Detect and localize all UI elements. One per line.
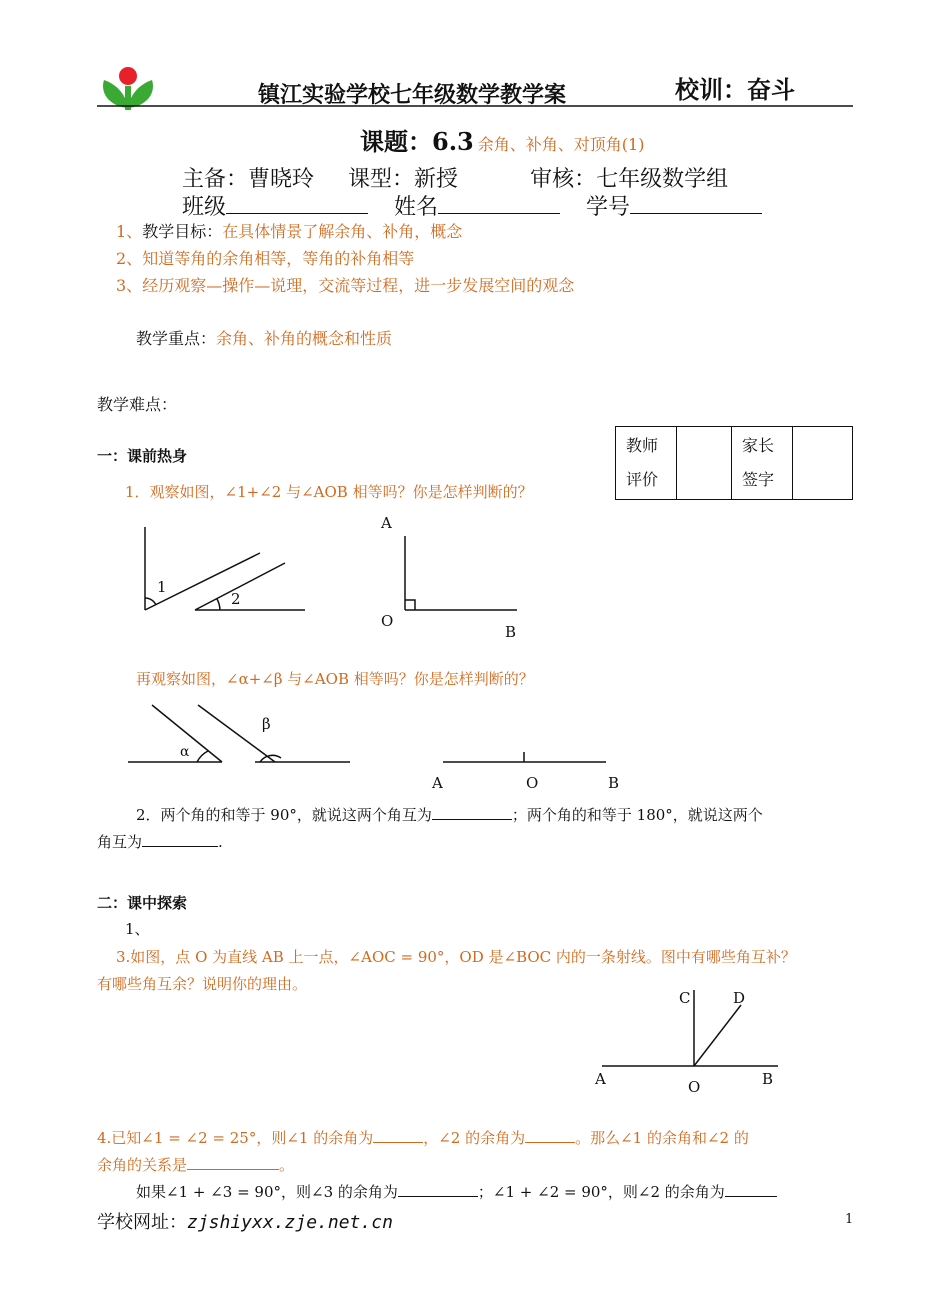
footer-website <box>97 1208 393 1234</box>
q2-text-2: ；两个角的和等于 180°，就说这两个 <box>511 805 763 824</box>
q2-text-end: . <box>218 832 223 851</box>
meta-row-1 <box>182 162 728 193</box>
objective-3 <box>116 273 574 296</box>
question-1b: 再观察如图，∠α+∠β 与∠AOB 相等吗？你是怎样判断的？ <box>136 670 534 688</box>
class-label: 班级 <box>182 195 227 221</box>
parent-sign-label: 家长 签字 <box>732 427 793 500</box>
q2-blank-2[interactable] <box>142 830 218 847</box>
q4-text-end: 。 <box>279 1155 295 1174</box>
q4-text-2: ，∠2 的余角为 <box>423 1128 526 1147</box>
q4-blank-3[interactable] <box>187 1153 279 1170</box>
key-point-text: 余角、补角的概念和性质 <box>216 329 393 348</box>
fig1-point-o-label: O <box>381 612 394 630</box>
school-motto: 校训：奋斗 <box>675 75 795 104</box>
type-label: 课型： <box>348 167 415 192</box>
objective-text: 经历观察—操作—说理，交流等过程，进一步发展空间的观念 <box>142 276 575 295</box>
q2-text-3: 角互为 <box>97 832 143 851</box>
question-3-line-1: 3.如图，点 O 为直线 AB 上一点，∠AOC = 90°，OD 是∠BOC 内的一条射线。图中有哪些角互补？ <box>116 948 796 966</box>
q4-blank-1[interactable] <box>373 1126 423 1143</box>
q5-text-1: 如果∠1 + ∠3 = 90°，则∠3 的余角为 <box>136 1182 398 1201</box>
q4-text-1: 4.已知∠1 = ∠2 = 25°，则∠1 的余角为 <box>97 1128 374 1147</box>
fig1-point-b-label: B <box>505 623 517 641</box>
page-number: 1 <box>845 1212 854 1227</box>
lesson-title <box>360 122 644 157</box>
objective-text: 知道等角的余角相等，等角的补角相等 <box>142 249 415 268</box>
type-value: 新授 <box>414 167 459 192</box>
q4-blank-2[interactable] <box>525 1126 575 1143</box>
teacher-eval-cell[interactable] <box>677 427 732 500</box>
section-2-heading: 二：课中探索 <box>97 894 188 912</box>
q5-blank-1[interactable] <box>398 1180 478 1197</box>
q5-text-2: ；∠1 + ∠2 = 90°，则∠2 的余角为 <box>477 1182 725 1201</box>
fig2-beta-label: β <box>262 715 271 733</box>
meta-row-2 <box>182 190 762 221</box>
q4-text-3: 。那么∠1 的余角和∠2 的 <box>575 1128 749 1147</box>
name-label: 姓名 <box>394 195 439 221</box>
fig1-angle-2-label: 2 <box>231 590 241 608</box>
question-4-line-2 <box>97 1153 294 1175</box>
teacher-eval-label: 教师 评价 <box>616 427 677 500</box>
q4-text-4: 余角的关系是 <box>97 1155 188 1174</box>
question-2 <box>136 803 763 825</box>
q2-text-1: 2．两个角的和等于 90°，就说这两个角互为 <box>136 805 432 824</box>
question-5 <box>136 1180 777 1202</box>
lesson-title-suffix: 余角、补角、对顶角(1) <box>477 135 645 154</box>
lead-value: 曹晓玲 <box>248 167 315 192</box>
parent-sign-cell[interactable] <box>793 427 853 500</box>
fig2-point-o-label: O <box>526 774 539 792</box>
fig3-point-o-label: O <box>688 1078 701 1096</box>
fig3-point-a-label: A <box>595 1070 606 1088</box>
student-id-field[interactable] <box>630 190 762 214</box>
fig2-point-a-label: A <box>432 774 443 792</box>
evaluation-table <box>615 426 853 500</box>
doc-header-title: 镇江实验学校七年级数学教学案 <box>258 82 567 108</box>
fig2-point-b-label: B <box>608 774 620 792</box>
q2-blank-1[interactable] <box>432 803 512 820</box>
website-label: 学校网址： <box>97 1212 187 1233</box>
fig3-point-b-label: B <box>762 1070 774 1088</box>
q5-blank-2[interactable] <box>725 1180 777 1197</box>
fig2-alpha-label: α <box>180 744 190 760</box>
objective-num: 3、 <box>116 276 143 295</box>
review-label: 审核： <box>530 167 597 192</box>
question-3-line-2: 有哪些角互余？说明你的理由。 <box>97 975 308 993</box>
name-field[interactable] <box>438 190 560 214</box>
section-2-item-1: 1、 <box>125 920 150 938</box>
class-field[interactable] <box>226 190 368 214</box>
logo-graphic <box>0 0 950 130</box>
section-1-heading: 一：课前热身 <box>97 447 188 465</box>
review-value: 七年级数学组 <box>596 167 729 192</box>
lead-label: 主备： <box>182 167 249 192</box>
objective-1 <box>116 219 462 242</box>
lesson-title-prefix: 课题：6.3 <box>360 127 474 156</box>
question-1: 1．观察如图，∠1+∠2 与∠AOB 相等吗？你是怎样判断的？ <box>125 483 533 501</box>
website-url[interactable]: zjshiyxx.zje.net.cn <box>187 1212 393 1233</box>
objective-num: 2、 <box>116 249 143 268</box>
objective-2 <box>116 246 414 269</box>
objective-num: 1、 <box>116 222 143 241</box>
question-2-line-2 <box>97 830 223 852</box>
key-point <box>136 326 392 349</box>
key-point-label: 教学重点： <box>136 329 217 348</box>
fig3-point-c-label: C <box>679 989 691 1007</box>
objective-label: 教学目标： <box>142 222 223 241</box>
difficulty-label: 教学难点： <box>97 395 178 414</box>
student-id-label: 学号 <box>586 195 631 221</box>
fig1-point-a-label: A <box>381 514 392 532</box>
objective-text: 在具体情景了解余角、补角，概念 <box>222 222 463 241</box>
fig1-angle-1-label: 1 <box>157 578 167 596</box>
question-4 <box>97 1126 749 1148</box>
fig3-point-d-label: D <box>733 989 746 1007</box>
